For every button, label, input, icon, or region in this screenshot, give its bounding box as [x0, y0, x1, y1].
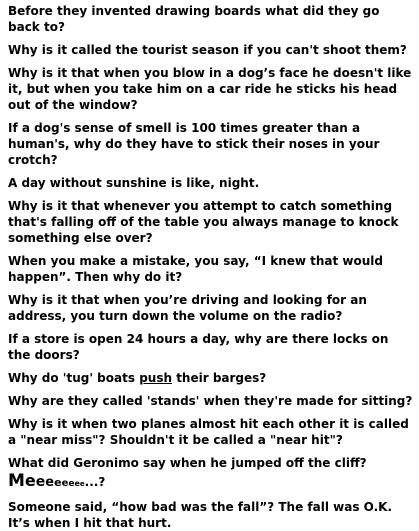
scream-letter: . [93, 475, 99, 489]
question-day-without-sunshine: A day without sunshine is like, night. [8, 176, 260, 190]
scream-letter: . [84, 475, 90, 489]
scream-letter: e [45, 475, 55, 490]
scream-letter: ? [98, 475, 106, 489]
closing-joke-fall: Someone said, “how bad was the fall”? The fall was O.K. It’s when I hit that hurt. [8, 500, 392, 530]
scream-letter: e [54, 476, 62, 489]
question-dog-smell: If a dog's sense of smell is 100 times greater than a human's, why do they have to stick their noses in your crotch? [8, 121, 380, 167]
scream-letter: e [61, 478, 69, 489]
question-tug-boats [8, 370, 413, 386]
scream-letter: e [35, 474, 46, 490]
geronimo-scream [8, 472, 413, 493]
scream-letter: e [79, 480, 85, 488]
question-radio-volume: Why is it that when you’re driving and looking for an address, you turn down the volume on the radio? [8, 293, 367, 323]
scream-letter: e [68, 479, 75, 489]
scream-letter: e [24, 471, 36, 490]
question-falling-off-table: Why is it that whenever you attempt to catch something that's falling off of the table you always manage to knock something else over? [8, 199, 399, 245]
question-make-a-mistake: When you make a mistake, you say, “I knew that would happen”. Then why do it? [8, 254, 384, 284]
tug-underlined-word: push [139, 371, 173, 385]
tug-text-before: Why do 'tug' boats [8, 371, 140, 385]
question-stands: Why are they called 'stands' when they're made for sitting? [8, 394, 413, 408]
question-tourist-season: Why is it called the tourist season if you can't shoot them? [8, 43, 407, 57]
scream-letter: . [89, 475, 94, 489]
question-geronimo: What did Geronimo say when he jumped off the cliff? [8, 456, 367, 470]
scream-letter: e [74, 479, 80, 488]
scream-letter: M [8, 471, 25, 491]
tug-text-after: their barges? [172, 371, 267, 385]
question-drawing-boards: Before they invented drawing boards what did they go back to? [8, 4, 380, 34]
question-near-miss: Why is it when two planes almost hit each other it is called a "near miss"? Shouldn't it be called a "near hit"? [8, 417, 409, 447]
question-store-locks: If a store is open 24 hours a day, why are there locks on the doors? [8, 332, 389, 362]
question-dog-face: Why is it that when you blow in a dog’s face he doesn't like it, but when you take him on a car ride he sticks his head out of the window? [8, 66, 412, 112]
